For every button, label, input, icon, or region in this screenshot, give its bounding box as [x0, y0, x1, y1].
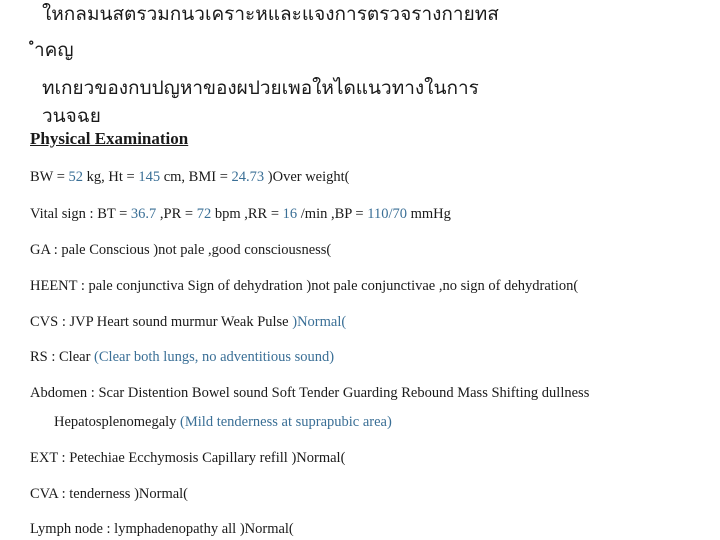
- rs-finding: (Clear both lungs, no adventitious sound): [94, 349, 335, 365]
- ga-label: GA : pale Conscious: [30, 242, 154, 258]
- abdomen-finding: (Mild tenderness at suprapubic area): [180, 414, 392, 430]
- bt-label: Vital sign : BT =: [30, 206, 131, 222]
- heent-label: HEENT : pale conjunctiva Sign of dehydration: [30, 278, 307, 294]
- abdomen-line: Abdomen : Scar Distention Bowel sound Soft Tender Guarding Rebound Mass Shifting dullness: [30, 385, 590, 401]
- section-title: Physical Examination: [30, 129, 189, 148]
- thai-instruction-line-1: ใหกลมนสตรวมกนวเคราะหและแจงการตรวจรางกายทส: [42, 4, 499, 25]
- bp-value: 110/70: [367, 206, 407, 222]
- rr-label: bpm ,RR =: [211, 206, 283, 222]
- bw-value: 52: [68, 169, 84, 185]
- heent-line: [30, 277, 578, 295]
- body-weight-line: [30, 168, 350, 186]
- cva-label: CVA : tenderness: [30, 486, 135, 502]
- pr-value: 72: [196, 206, 212, 222]
- pr-label: ,PR =: [156, 206, 197, 222]
- bp-label: /min ,BP =: [297, 206, 368, 222]
- bp-unit: mmHg: [406, 206, 451, 222]
- cvs-finding: )Normal(: [292, 314, 347, 330]
- ext-finding: )Normal(: [291, 450, 346, 466]
- cva-finding: )Normal(: [134, 486, 189, 502]
- thai-instruction-line-4: วนจฉย: [42, 106, 101, 127]
- ht-label: kg, Ht =: [83, 169, 139, 185]
- thai-instruction-line-3: ทเกยวของกบปญหาของผปวยเพอใหไดแนวทางในการ: [42, 78, 479, 99]
- lymph-finding: )Normal(: [239, 521, 294, 537]
- bw-label: BW =: [30, 169, 69, 185]
- bmi-value: 24.73: [231, 169, 265, 185]
- hepatosplenomegaly-label: Hepatosplenomegaly: [54, 414, 181, 430]
- cvs-line: [30, 313, 346, 331]
- rs-label: RS : Clear: [30, 349, 95, 365]
- rs-line: [30, 348, 334, 366]
- thai-instruction-line-2: ำคญ: [34, 40, 74, 61]
- bt-value: 36.7: [130, 206, 157, 222]
- heent-finding: )not pale conjunctivae ,no sign of dehydration(: [306, 278, 579, 294]
- abdomen-line-2: [54, 413, 392, 431]
- lymph-label: Lymph node : lymphadenopathy all: [30, 521, 240, 537]
- ext-line: [30, 449, 345, 467]
- cva-line: [30, 485, 188, 503]
- ext-label: EXT : Petechiae Ecchymosis Capillary refill: [30, 450, 292, 466]
- bmi-note: )Over weight(: [264, 169, 350, 185]
- bmi-label: cm, BMI =: [160, 169, 232, 185]
- general-appearance-line: [30, 241, 331, 259]
- ht-value: 145: [138, 169, 161, 185]
- lymph-node-line: [30, 520, 294, 538]
- rr-value: 16: [282, 206, 298, 222]
- ga-finding: )not pale ,good consciousness(: [153, 242, 332, 258]
- cvs-label: CVS : JVP Heart sound murmur Weak Pulse: [30, 314, 293, 330]
- vital-sign-line: [30, 205, 451, 223]
